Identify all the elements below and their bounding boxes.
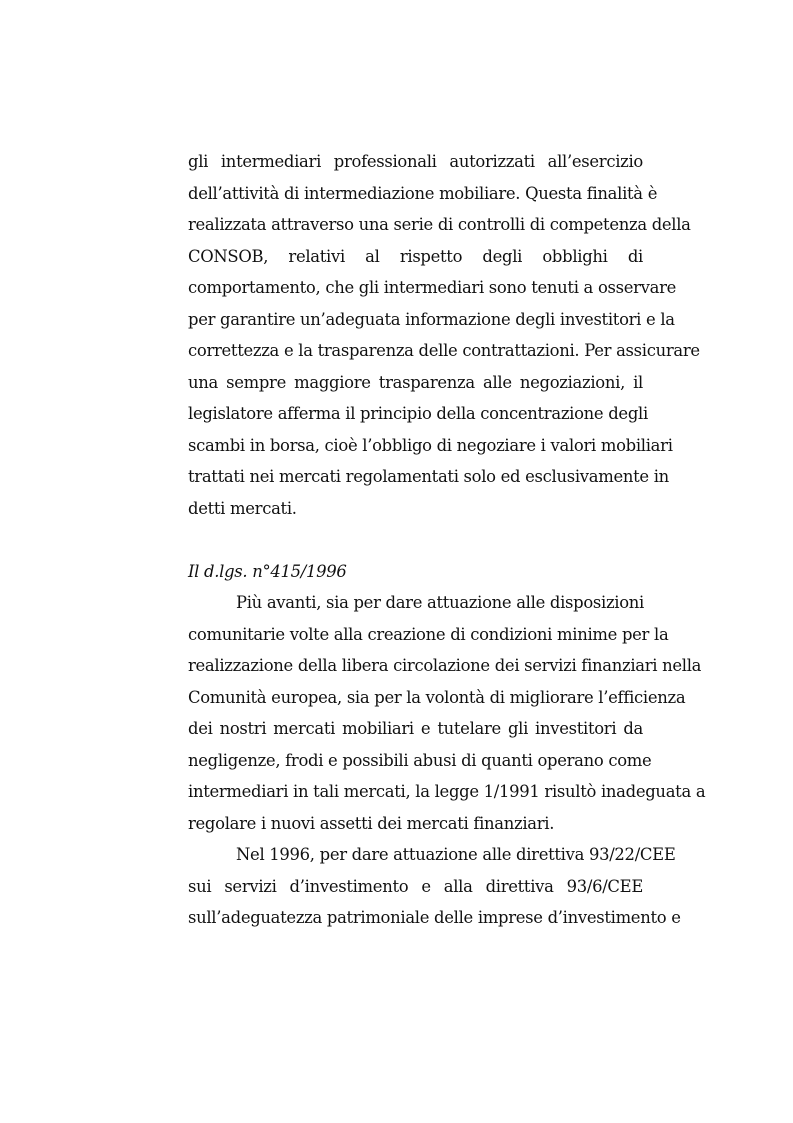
text-line: Nel 1996, per dare attuazione alle direttiva 93/22/CEE bbox=[236, 845, 676, 864]
text-line: comportamento, che gli intermediari sono tenuti a osservare bbox=[188, 278, 677, 297]
text-line: sui servizi d’investimento e alla direttiva 93/6/CEE bbox=[188, 876, 643, 896]
text-line: CONSOB, relativi al rispetto degli obblighi di bbox=[188, 246, 643, 266]
text-line: intermediari in tali mercati, la legge 1/1991 risultò inadeguata a bbox=[188, 782, 706, 801]
document-page bbox=[188, 146, 706, 934]
text-line: per garantire un’adeguata informazione degli investitori e la bbox=[188, 309, 675, 329]
paragraph-3 bbox=[188, 839, 681, 934]
text-line: legislatore afferma il principio della concentrazione degli bbox=[188, 404, 648, 423]
text-line: scambi in borsa, cioè l’obbligo di negoziare i valori mobiliari bbox=[188, 435, 673, 455]
text-line: sull’adeguatezza patrimoniale delle imprese d’investimento e bbox=[188, 908, 681, 927]
text-line: detti mercati. bbox=[188, 498, 297, 518]
text-line: Più avanti, sia per dare attuazione alle disposizioni bbox=[236, 593, 644, 612]
text-line: Comunità europea, sia per la volontà di migliorare l’efficienza bbox=[188, 687, 686, 707]
text-line: dei nostri mercati mobiliari e tutelare gli investitori da bbox=[188, 719, 643, 738]
text-line: dell’attività di intermediazione mobiliare. Questa finalità è bbox=[188, 183, 658, 203]
text-line: realizzata attraverso una serie di controlli di competenza della bbox=[188, 215, 691, 234]
text-line: correttezza e la trasparenza delle contrattazioni. Per assicurare bbox=[188, 341, 700, 360]
text-line: regolare i nuovi assetti dei mercati finanziari. bbox=[188, 813, 555, 833]
text-line: negligenze, frodi e possibili abusi di quanti operano come bbox=[188, 750, 652, 770]
text-line: trattati nei mercati regolamentati solo ed esclusivamente in bbox=[188, 467, 669, 486]
text-line: realizzazione della libera circolazione dei servizi finanziari nella bbox=[188, 656, 702, 675]
text-line: gli intermediari professionali autorizzati all’esercizio bbox=[188, 152, 643, 171]
paragraph-spacer bbox=[188, 524, 643, 556]
paragraph-2 bbox=[188, 587, 706, 839]
paragraph-1 bbox=[188, 146, 700, 524]
text-line: comunitarie volte alla creazione di condizioni minime per la bbox=[188, 624, 669, 644]
section-heading: Il d.lgs. n°415/1996 bbox=[188, 561, 347, 581]
text-line: una sempre maggiore trasparenza alle negoziazioni, il bbox=[188, 372, 643, 392]
